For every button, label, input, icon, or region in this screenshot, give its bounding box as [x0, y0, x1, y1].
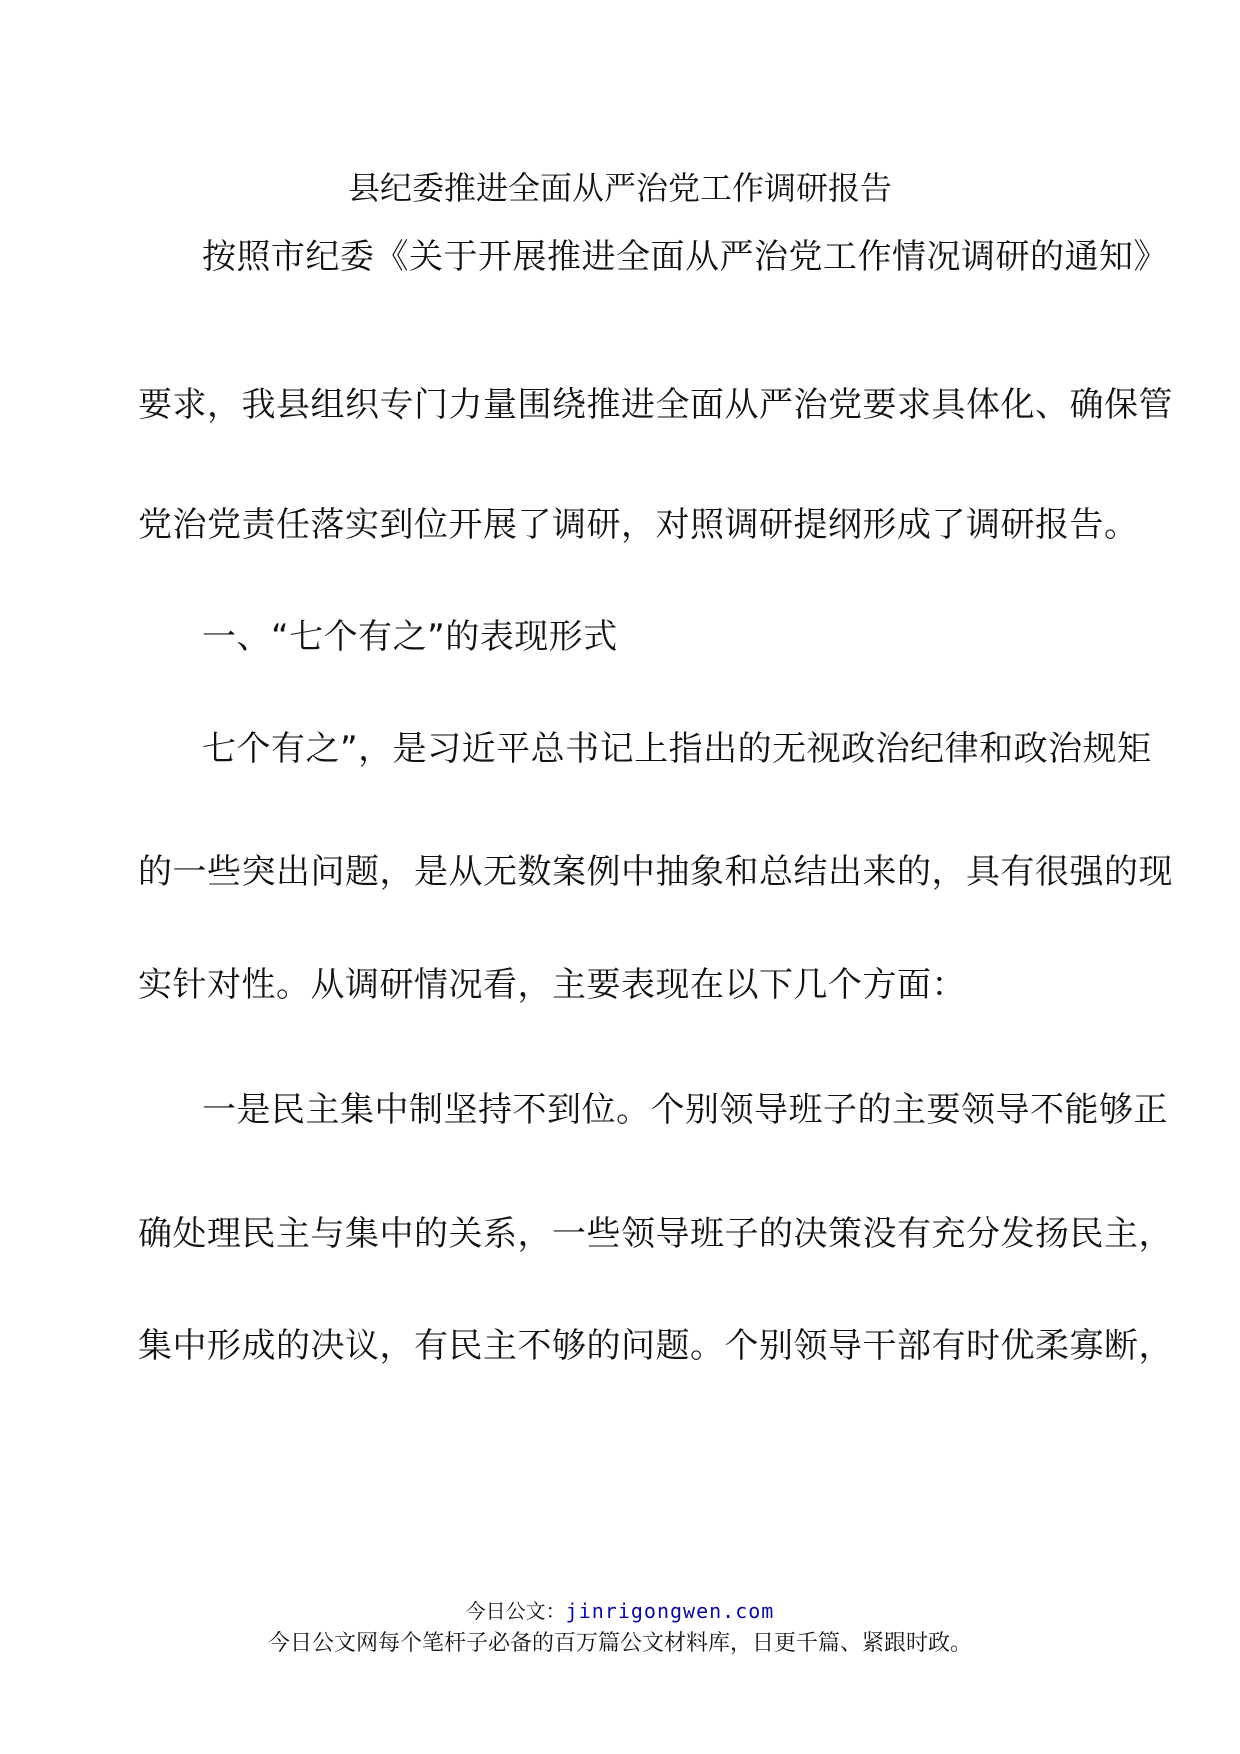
paragraph-line-3: 党治党责任落实到位开展了调研，对照调研提纲形成了调研报告。: [138, 505, 1139, 545]
footer-site-link[interactable]: jinrigongwen.com: [565, 1599, 775, 1623]
paragraph-line-7: 一是民主集中制坚持不到位。个别领导班子的主要领导不能够正: [202, 1090, 1168, 1130]
paragraph-line-2: 要求，我县组织专门力量围绕推进全面从严治党要求具体化、确保管: [138, 385, 1173, 425]
paragraph-line-4: 七个有之”，是习近平总书记上指出的无视政治纪律和政治规矩: [202, 729, 1152, 769]
paragraph-line-1: 按照市纪委《关于开展推进全面从严治党工作情况调研的通知》: [202, 237, 1168, 277]
footer-site-row: [0, 1596, 1240, 1626]
section-heading-1: 一、“七个有之”的表现形式: [202, 617, 618, 657]
footer-tagline: 今日公文网每个笔杆子必备的百万篇公文材料库，日更千篇、紧跟时政。: [267, 1631, 972, 1656]
paragraph-line-5: 的一些突出问题，是从无数案例中抽象和总结出来的，具有很强的现: [138, 852, 1173, 892]
paragraph-line-8: 确处理民主与集中的关系，一些领导班子的决策没有充分发扬民主，: [138, 1214, 1173, 1254]
paragraph-line-6: 实针对性。从调研情况看，主要表现在以下几个方面：: [138, 965, 966, 1005]
document-title: 县纪委推进全面从严治党工作调研报告: [347, 169, 892, 207]
footer-site-label: 今日公文：: [465, 1599, 566, 1623]
paragraph-line-9: 集中形成的决议，有民主不够的问题。个别领导干部有时优柔寡断，: [138, 1326, 1173, 1366]
